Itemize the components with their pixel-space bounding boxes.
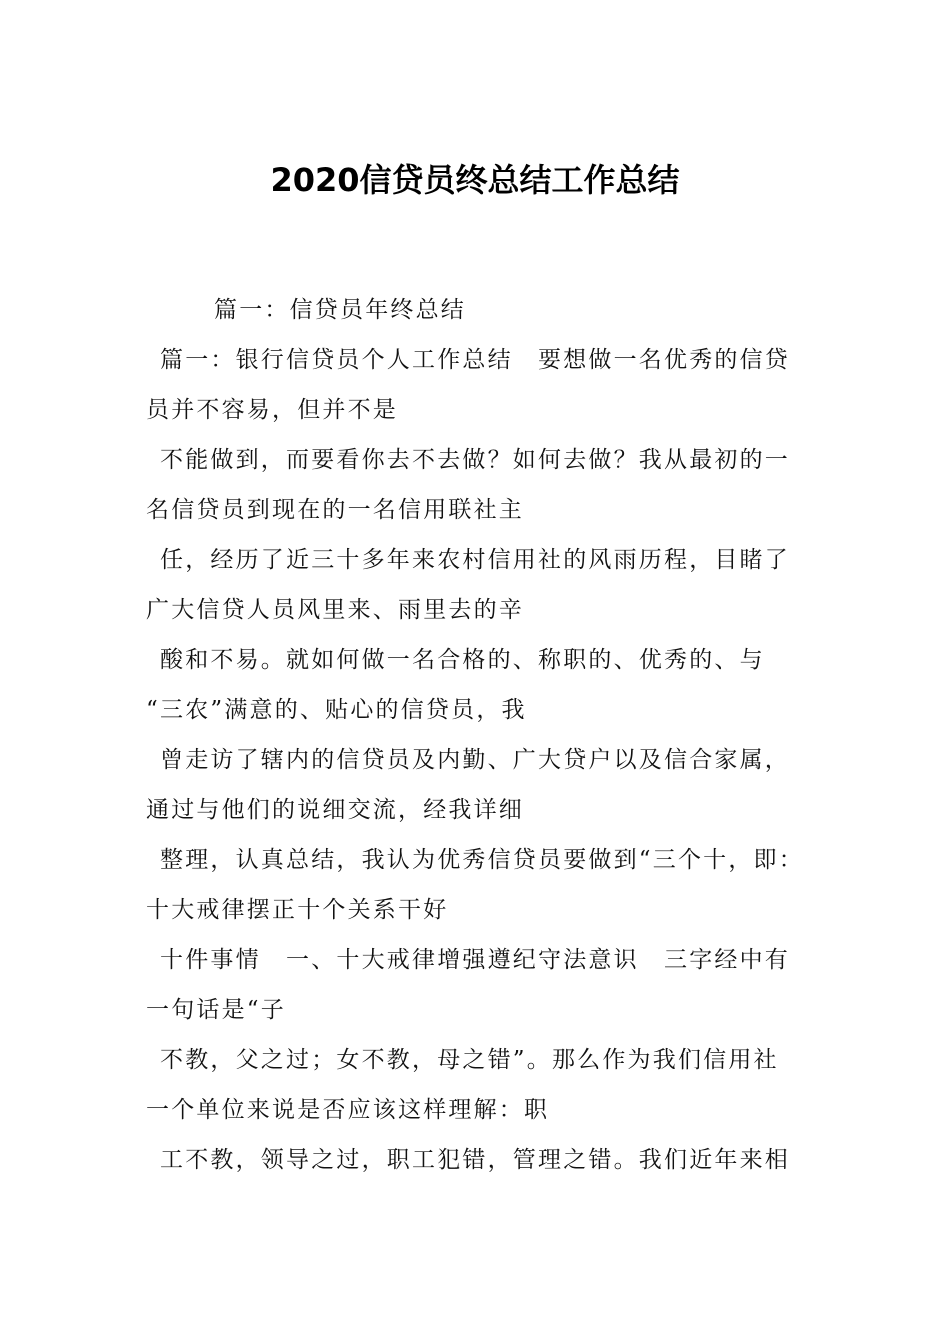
text-line: 一句话是“子 (146, 997, 286, 1023)
text-line: 十件事情 一、十大戒律增强遵纪守法意识 三字经中有 (160, 947, 790, 973)
text-line: 广大信贷人员风里来、雨里去的辛 (146, 597, 524, 623)
text-line: 酸和不易。就如何做一名合格的、称职的、优秀的、与 (160, 647, 765, 673)
text-line: 任，经历了近三十多年来农村信用社的风雨历程，目睹了 (160, 547, 790, 573)
text-line: 篇一：银行信贷员个人工作总结 要想做一名优秀的信贷 (160, 347, 790, 373)
text-line: 员并不容易，但并不是 (146, 397, 398, 423)
text-line: 一个单位来说是否应该这样理解：职 (146, 1097, 550, 1123)
text-line: “三农”满意的、贴心的信贷员，我 (146, 697, 527, 723)
text-line: 名信贷员到现在的一名信用联社主 (146, 497, 524, 523)
text-line: 通过与他们的说细交流，经我详细 (146, 797, 524, 823)
document-title: 2020信贷员终总结工作总结 (270, 161, 680, 199)
text-line: 整理，认真总结，我认为优秀信贷员要做到“三个十，即： (160, 847, 804, 873)
text-line: 工不教，领导之过，职工犯错，管理之错。我们近年来相 (160, 1147, 790, 1173)
text-line: 曾走访了辖内的信贷员及内勤、广大贷户以及信合家属， (160, 747, 790, 773)
text-line: 不教，父之过；女不教，母之错”。那么作为我们信用社 (160, 1047, 779, 1073)
text-line: 不能做到，而要看你去不去做？如何去做？我从最初的一 (160, 447, 790, 473)
text-line: 篇一：信贷员年终总结 (214, 297, 466, 323)
text-line: 十大戒律摆正十个关系干好 (146, 897, 449, 923)
